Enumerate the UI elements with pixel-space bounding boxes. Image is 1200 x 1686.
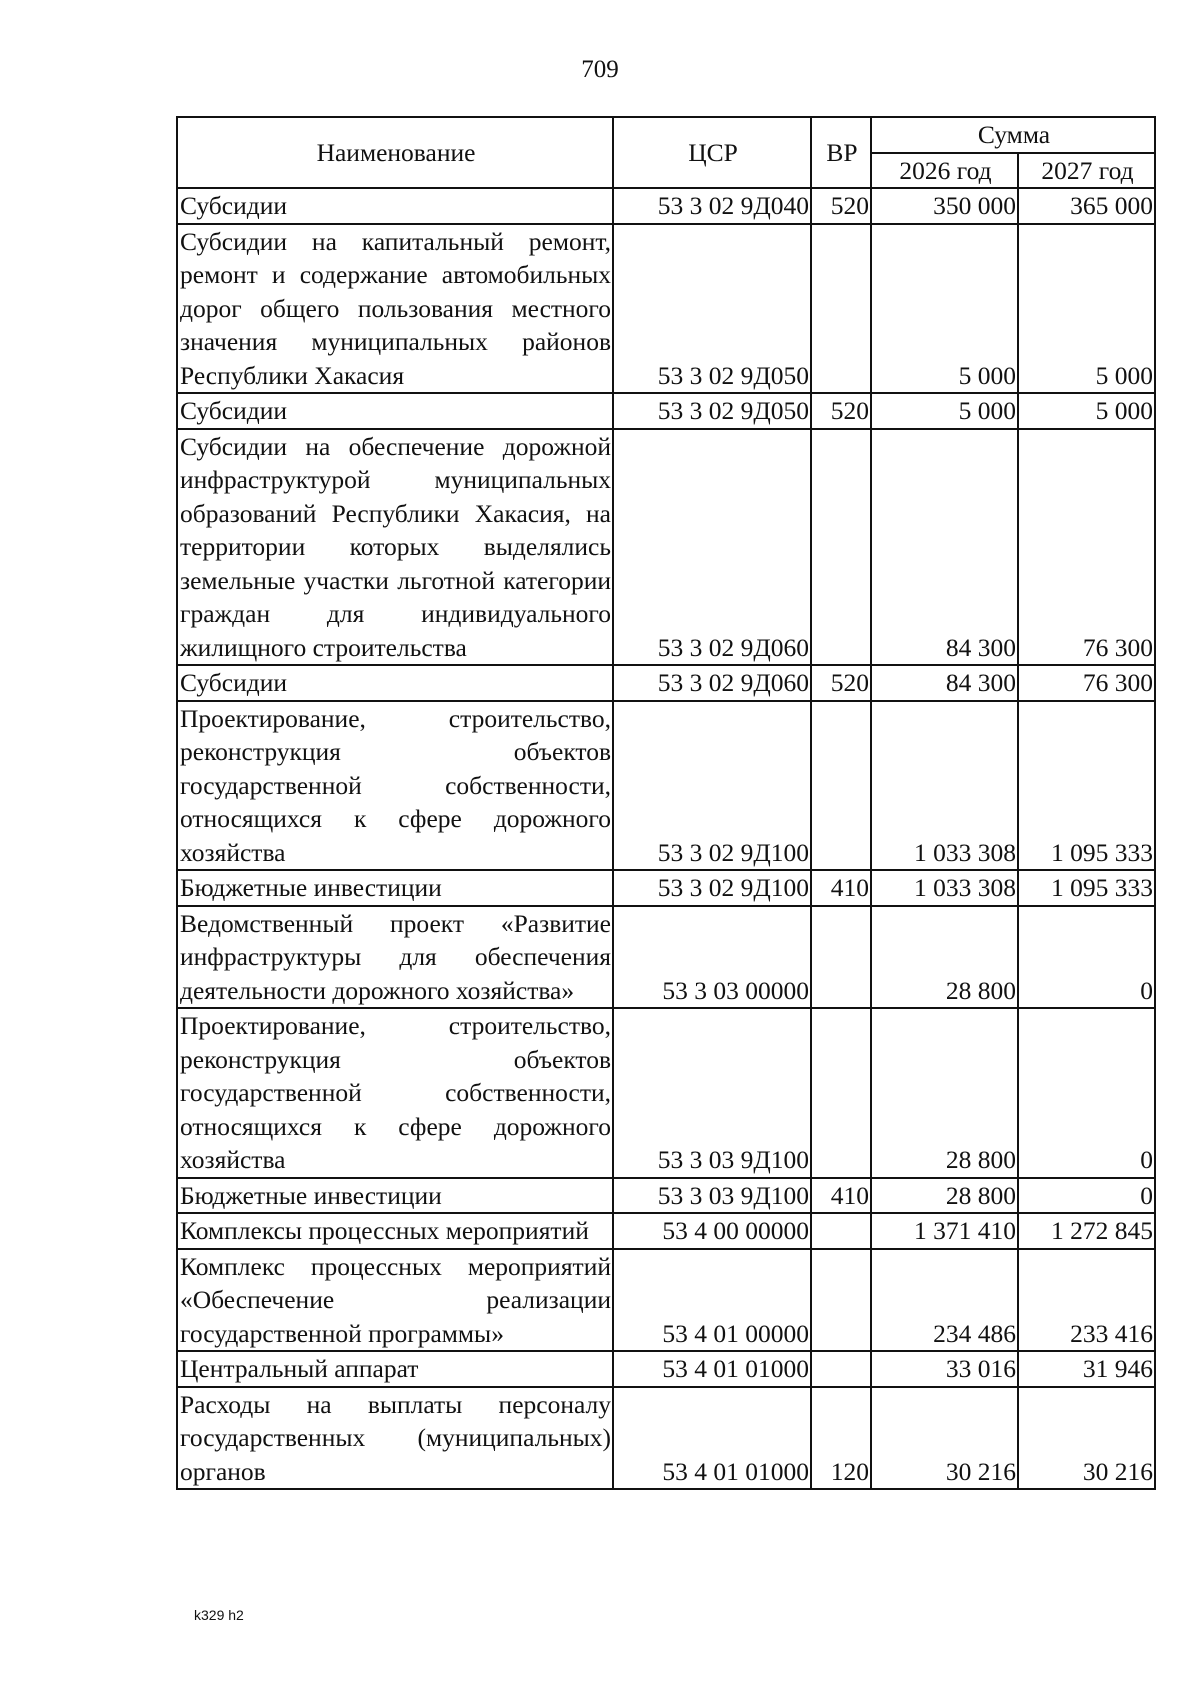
row-sum-2027: 365 000 [1018,188,1155,224]
row-vr [811,1008,871,1178]
row-sum-2026: 1 033 308 [871,701,1018,871]
table-row [177,870,1155,906]
row-csr: 53 4 01 01000 [613,1387,811,1490]
row-csr: 53 3 02 9Д050 [613,393,811,429]
row-sum-2026: 28 800 [871,1008,1018,1178]
row-sum-2026: 234 486 [871,1249,1018,1352]
row-name: Проектирование, строительство, реконструкция объектов государственной собственности, относящихся к сфере дорожного хозяйства [177,701,613,871]
row-sum-2027: 5 000 [1018,393,1155,429]
table-row [177,1387,1155,1490]
table-row [177,429,1155,666]
row-name: Субсидии [177,188,613,224]
budget-table [176,116,1156,1490]
row-vr [811,1351,871,1387]
row-csr: 53 3 03 9Д100 [613,1178,811,1214]
row-sum-2026: 30 216 [871,1387,1018,1490]
row-csr: 53 3 03 00000 [613,906,811,1009]
row-csr: 53 3 02 9Д060 [613,665,811,701]
row-csr: 53 4 00 00000 [613,1213,811,1249]
row-name: Субсидии [177,393,613,429]
row-sum-2026: 5 000 [871,393,1018,429]
row-name: Бюджетные инвестиции [177,1178,613,1214]
row-csr: 53 4 01 01000 [613,1351,811,1387]
table-row [177,393,1155,429]
table-row [177,1249,1155,1352]
header-year-2026: 2026 год [871,153,1018,189]
row-vr [811,1213,871,1249]
row-csr: 53 3 03 9Д100 [613,1008,811,1178]
row-csr: 53 3 02 9Д050 [613,224,811,394]
row-sum-2026: 350 000 [871,188,1018,224]
header-csr: ЦСР [613,117,811,188]
page-number: 709 [581,56,619,83]
row-name: Расходы на выплаты персоналу государственных (муниципальных) органов [177,1387,613,1490]
row-sum-2027: 1 272 845 [1018,1213,1155,1249]
table-row [177,188,1155,224]
row-sum-2027: 0 [1018,1008,1155,1178]
table-row [177,1178,1155,1214]
row-sum-2027: 31 946 [1018,1351,1155,1387]
row-vr [811,906,871,1009]
row-vr [811,701,871,871]
row-sum-2026: 28 800 [871,906,1018,1009]
row-vr: 520 [811,665,871,701]
row-csr: 53 3 02 9Д040 [613,188,811,224]
header-vr: ВР [811,117,871,188]
table-body [177,188,1155,1489]
row-vr: 410 [811,870,871,906]
table-row [177,1213,1155,1249]
table-row [177,665,1155,701]
row-sum-2027: 76 300 [1018,665,1155,701]
header-year-2027: 2027 год [1018,153,1155,189]
row-vr: 120 [811,1387,871,1490]
row-vr: 410 [811,1178,871,1214]
row-sum-2027: 30 216 [1018,1387,1155,1490]
row-csr: 53 4 01 00000 [613,1249,811,1352]
row-vr [811,429,871,666]
header-sum: Сумма [871,117,1155,153]
row-name: Субсидии [177,665,613,701]
row-name: Субсидии на капитальный ремонт, ремонт и содержание автомобильных дорог общего пользования местного значения муниципальных районов Республики Хакасия [177,224,613,394]
row-sum-2027: 233 416 [1018,1249,1155,1352]
row-name: Центральный аппарат [177,1351,613,1387]
row-sum-2027: 1 095 333 [1018,870,1155,906]
row-vr: 520 [811,188,871,224]
table-row [177,1351,1155,1387]
row-name: Субсидии на обеспечение дорожной инфраструктурой муниципальных образований Республики Хакасия, на территории которых выделялись земельные участки льготной категории граждан для индивидуального жилищного строительства [177,429,613,666]
row-sum-2026: 5 000 [871,224,1018,394]
row-sum-2027: 1 095 333 [1018,701,1155,871]
row-name: Ведомственный проект «Развитие инфраструктуры для обеспечения деятельности дорожного хозяйства» [177,906,613,1009]
row-vr [811,224,871,394]
row-vr [811,1249,871,1352]
row-sum-2027: 0 [1018,1178,1155,1214]
row-sum-2026: 28 800 [871,1178,1018,1214]
row-sum-2026: 84 300 [871,665,1018,701]
table-row [177,1008,1155,1178]
row-sum-2027: 5 000 [1018,224,1155,394]
row-sum-2027: 0 [1018,906,1155,1009]
row-sum-2026: 1 371 410 [871,1213,1018,1249]
row-sum-2026: 1 033 308 [871,870,1018,906]
table-row [177,701,1155,871]
row-csr: 53 3 02 9Д100 [613,701,811,871]
header-name: Наименование [177,117,613,188]
footer-code: k329 h2 [194,1607,244,1623]
row-csr: 53 3 02 9Д100 [613,870,811,906]
row-name: Комплексы процессных мероприятий [177,1213,613,1249]
table-header [177,117,1155,188]
row-name: Бюджетные инвестиции [177,870,613,906]
row-sum-2026: 33 016 [871,1351,1018,1387]
row-name: Проектирование, строительство, реконструкция объектов государственной собственности, относящихся к сфере дорожного хозяйства [177,1008,613,1178]
row-vr: 520 [811,393,871,429]
table-row [177,906,1155,1009]
row-name: Комплекс процессных мероприятий «Обеспечение реализации государственной программы» [177,1249,613,1352]
row-csr: 53 3 02 9Д060 [613,429,811,666]
row-sum-2027: 76 300 [1018,429,1155,666]
table-row [177,224,1155,394]
row-sum-2026: 84 300 [871,429,1018,666]
